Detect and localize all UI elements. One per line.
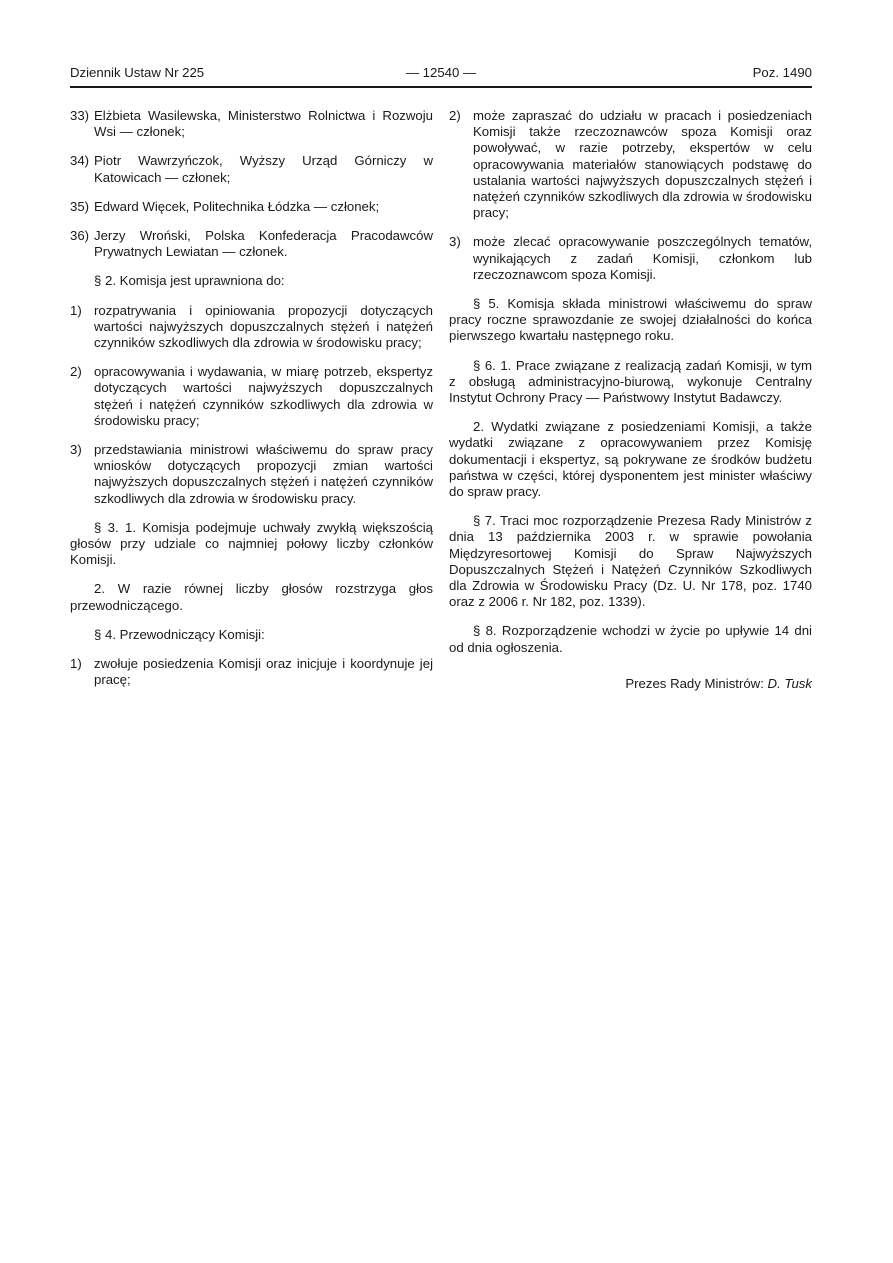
member-item [70, 153, 433, 185]
position-number: Poz. 1490 [752, 65, 812, 80]
list-item [70, 442, 433, 507]
page-number: — 12540 — [405, 65, 477, 80]
item-number: 3) [70, 442, 82, 458]
item-number: 2) [449, 108, 461, 123]
section-7: § 7. Traci moc rozporządzenie Prezesa Rady Ministrów z dnia 13 października 2003 r. w sprawie powołania Międzyresortowej Komisji do Spraw Najwyższych Dopuszczalnych Stężeń i Natężeń Czynników Szkodliwych dla Zdrowia w Środowisku Pracy (Dz. U. Nr 178, poz. 1740 oraz z 2006 r. Nr 182, poz. 1339). [449, 513, 812, 610]
list-item [449, 234, 812, 283]
signature-title: Prezes Rady Ministrów: [625, 675, 764, 691]
item-number: 36) [70, 228, 90, 244]
right-column [449, 108, 812, 692]
item-text: przedstawiania ministrowi właściwemu do spraw pracy wniosków dotyczących propozycji zmian wartości najwyższych dopuszczalnych stężeń i natężeń czynników szkodliwych dla zdrowia w środowisku pracy. [94, 442, 433, 506]
member-item [70, 228, 433, 260]
item-text: może zlecać opracowywanie poszczególnych tematów, wynikających z zadań Komisji, członkom lub rzeczoznawcom spoza Komisji. [473, 234, 812, 282]
signature-name: D. Tusk [767, 675, 812, 691]
member-item [70, 108, 433, 140]
item-text: Elżbieta Wasilewska, Ministerstwo Rolnictwa i Rozwoju Wsi — członek; [94, 108, 433, 140]
item-number: 2) [70, 364, 82, 380]
journal-title: Dziennik Ustaw Nr 225 [70, 65, 205, 80]
item-number: 3) [449, 234, 461, 250]
list-item [70, 656, 433, 688]
item-text: Piotr Wawrzyńczok, Wyższy Urząd Górniczy w Katowicach — członek; [94, 153, 433, 185]
section-4-intro: § 4. Przewodniczący Komisji: [94, 626, 265, 642]
page-header [70, 63, 812, 83]
header-divider [70, 86, 812, 88]
section-5: § 5. Komisja składa ministrowi właściwemu do spraw pracy roczne sprawozdanie ze swojej działalności do końca pierwszego kwartału następnego roku. [449, 296, 812, 344]
item-number: 33) [70, 108, 90, 123]
section-6-paragraph-1: § 6. 1. Prace związane z realizacją zadań Komisji, w tym z obsługą administracyjno-biurową, wykonuje Centralny Instytut Ochrony Pracy — Państwowy Instytut Badawczy. [449, 357, 812, 406]
item-number: 34) [70, 153, 90, 169]
section-6-paragraph-2: 2. Wydatki związane z posiedzeniami Komisji, a także wydatki związane z opracowywaniem przez Komisję dokumentacji i ekspertyz, są pokrywane ze środków budżetu państwa w części, której dysponentem jest minister właściwy do spraw pracy. [449, 419, 812, 500]
section-2-intro: § 2. Komisja jest uprawniona do: [94, 273, 285, 289]
item-text: opracowywania i wydawania, w miarę potrzeb, ekspertyz dotyczących wartości najwyższych dopuszczalnych stężeń i natężeń czynników szkodliwych dla zdrowia w środowisku pracy; [94, 364, 433, 428]
section-3-paragraph-2: 2. W razie równej liczby głosów rozstrzyga głos przewodniczącego. [70, 581, 433, 613]
member-item [70, 199, 433, 215]
section-8: § 8. Rozporządzenie wchodzi w życie po upływie 14 dni od dnia ogłoszenia. [449, 623, 812, 655]
list-item [70, 303, 433, 352]
item-text: może zapraszać do udziału w pracach i posiedzeniach Komisji także rzeczoznawców spoza Komisji oraz powoływać, w razie potrzeby, ekspertów w celu opracowywania materiałów stanowiących podstawę do ustalania wartości najwyższych dopuszczalnych stężeń i natężeń czynników szkodliwych dla zdrowia w środowisku pracy; [473, 108, 812, 221]
item-number: 1) [70, 302, 82, 318]
list-item [449, 108, 812, 221]
item-number: 1) [70, 656, 82, 672]
item-text: rozpatrywania i opiniowania propozycji dotyczących wartości najwyższych dopuszczalnych stężeń i natężeń czynników szkodliwych dla zdrowia w środowisku pracy; [94, 302, 433, 351]
item-number: 35) [70, 198, 90, 214]
item-text: zwołuje posiedzenia Komisji oraz inicjuje i koordynuje jej pracę; [94, 656, 433, 688]
list-item [70, 364, 433, 429]
item-text: Jerzy Wroński, Polska Konfederacja Pracodawców Prywatnych Lewiatan — członek. [94, 228, 433, 260]
item-text: Edward Więcek, Politechnika Łódzka — członek; [94, 198, 380, 214]
left-column [70, 108, 433, 701]
signature [449, 676, 812, 692]
section-3-paragraph-1: § 3. 1. Komisja podejmuje uchwały zwykłą większością głosów przy udziale co najmniej połowy liczby członków Komisji. [70, 519, 433, 568]
